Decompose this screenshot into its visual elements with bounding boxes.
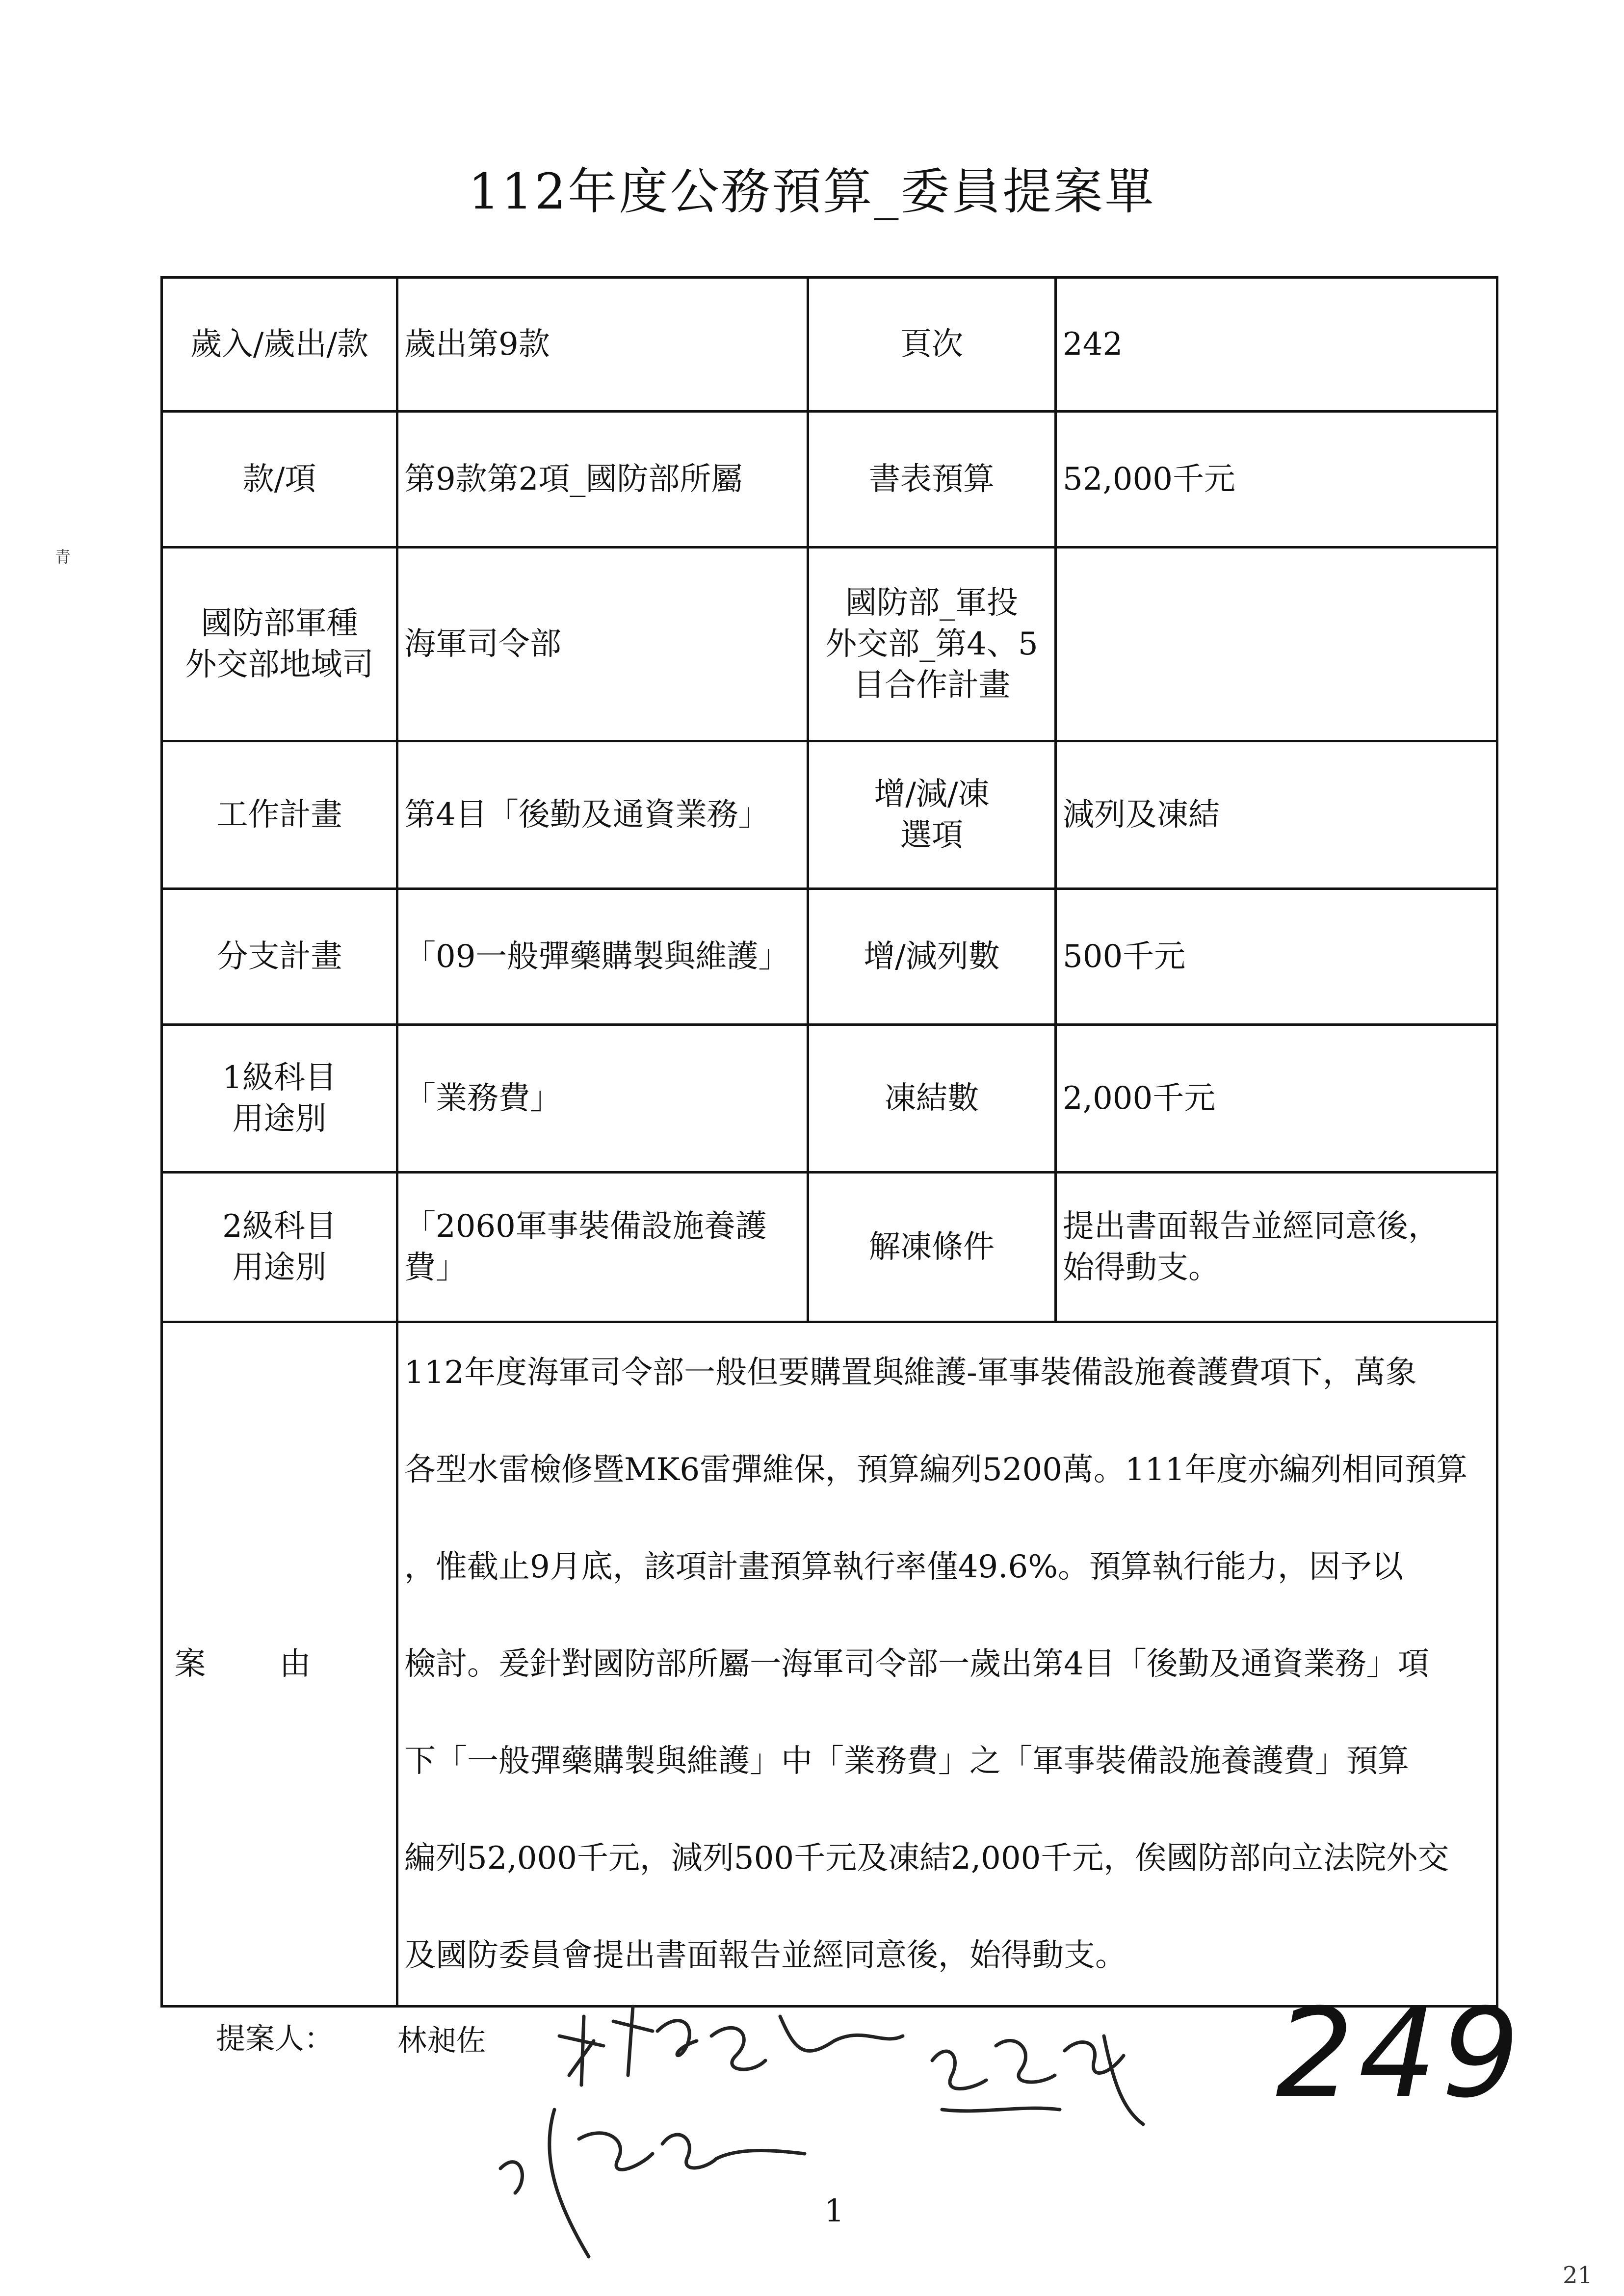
field-value-line: 500千元 (1063, 939, 1186, 975)
field-label-line: 國防部軍種 (201, 605, 358, 642)
reason-line: 各型水雷檢修暨MK6雷彈維保，預算編列5200萬。111年度亦編列相同預算 (404, 1452, 1468, 1488)
proposer-name: 林昶佐 (397, 2024, 486, 2058)
field-label-line: 分支計畫 (216, 939, 342, 975)
reason-line: 下「一般彈藥購製與維護」中「業務費」之「軍事裝備設施養護費」預算 (404, 1743, 1409, 1779)
field-value-line: 始得動支。 (1063, 1250, 1220, 1286)
reason-label: 案由 (162, 1322, 397, 2007)
field-label-line: 外交部地域司 (185, 647, 374, 683)
field-label-line: 外交部_第4、5 (825, 626, 1038, 662)
field-value-line: 2,000千元 (1063, 1080, 1216, 1117)
field-value-line: 提出書面報告並經同意後， (1063, 1208, 1440, 1245)
field-label-line: 增/減列數 (864, 939, 1000, 975)
page-number: 1 (824, 2193, 844, 2229)
signature-2 (500, 2110, 805, 2257)
field-value-line: 第4目「後勤及通資業務」 (404, 797, 770, 833)
field-label-line: 凍結數 (885, 1080, 979, 1117)
reason-line: 112年度海軍司令部一般但要購置與維護-軍事裝備設施養護費項下，萬象 (404, 1355, 1417, 1391)
field-value-line: 第9款第2項_國防部所屬 (404, 461, 743, 497)
field-label-line: 歲入/歲出/款 (190, 326, 369, 363)
field-label-line: 國防部_軍投 (845, 585, 1018, 621)
field-value-line: 「2060軍事裝備設施養護 (404, 1208, 767, 1245)
field-value-line: 費」 (404, 1250, 467, 1286)
signature-3 (932, 2036, 1143, 2124)
page-title: 112年度公務預算_委員提案單 (468, 163, 1156, 220)
field-label-line: 目合作計畫 (853, 667, 1010, 704)
reason-line: 檢討。爰針對國防部所屬一海軍司令部一歲出第4目「後勤及通資業務」項 (404, 1646, 1429, 1682)
field-value-line: 52,000千元 (1063, 461, 1235, 497)
field-label-line: 2級科目 (222, 1208, 337, 1245)
field-label-line: 用途別 (232, 1250, 327, 1286)
field-value-line: 減列及凍結 (1063, 797, 1220, 833)
field-label-line: 1級科目 (222, 1060, 337, 1096)
field-label-line: 解凍條件 (869, 1229, 995, 1265)
margin-mark: 青 (55, 548, 71, 566)
field-value-line: 海軍司令部 (404, 626, 561, 662)
proposer-label: 提案人： (216, 2022, 334, 2056)
field-label-line: 頁次 (900, 326, 963, 363)
field-value-line: 歲出第9款 (404, 326, 550, 363)
field-label-line: 選項 (900, 817, 963, 854)
field-value-line: 「業務費」 (404, 1080, 561, 1117)
field-label-line: 增/減/凍 (874, 776, 990, 812)
field-label-line: 用途別 (232, 1101, 327, 1137)
field-label-line: 書表預算 (869, 461, 995, 497)
field-value-line: 「09一般彈藥購製與維護」 (404, 939, 790, 975)
reason-line: 及國防委員會提出書面報告並經同意後，始得動支。 (404, 1937, 1126, 1974)
handwritten-page-number: 249 (1276, 1982, 1525, 2125)
field-label-line: 工作計畫 (216, 797, 342, 833)
field-value-line: 242 (1063, 326, 1123, 363)
reason-line: ，惟截止9月底，該項計畫預算執行率僅49.6%。預算執行能力，因予以 (404, 1549, 1404, 1585)
corner-mark: 21 (1563, 2262, 1593, 2289)
field-label-line: 款/項 (242, 461, 316, 497)
reason-line: 編列52,000千元，減列500千元及凍結2,000千元，俟國防部向立法院外交 (404, 1840, 1449, 1877)
signature-1 (559, 2007, 903, 2085)
